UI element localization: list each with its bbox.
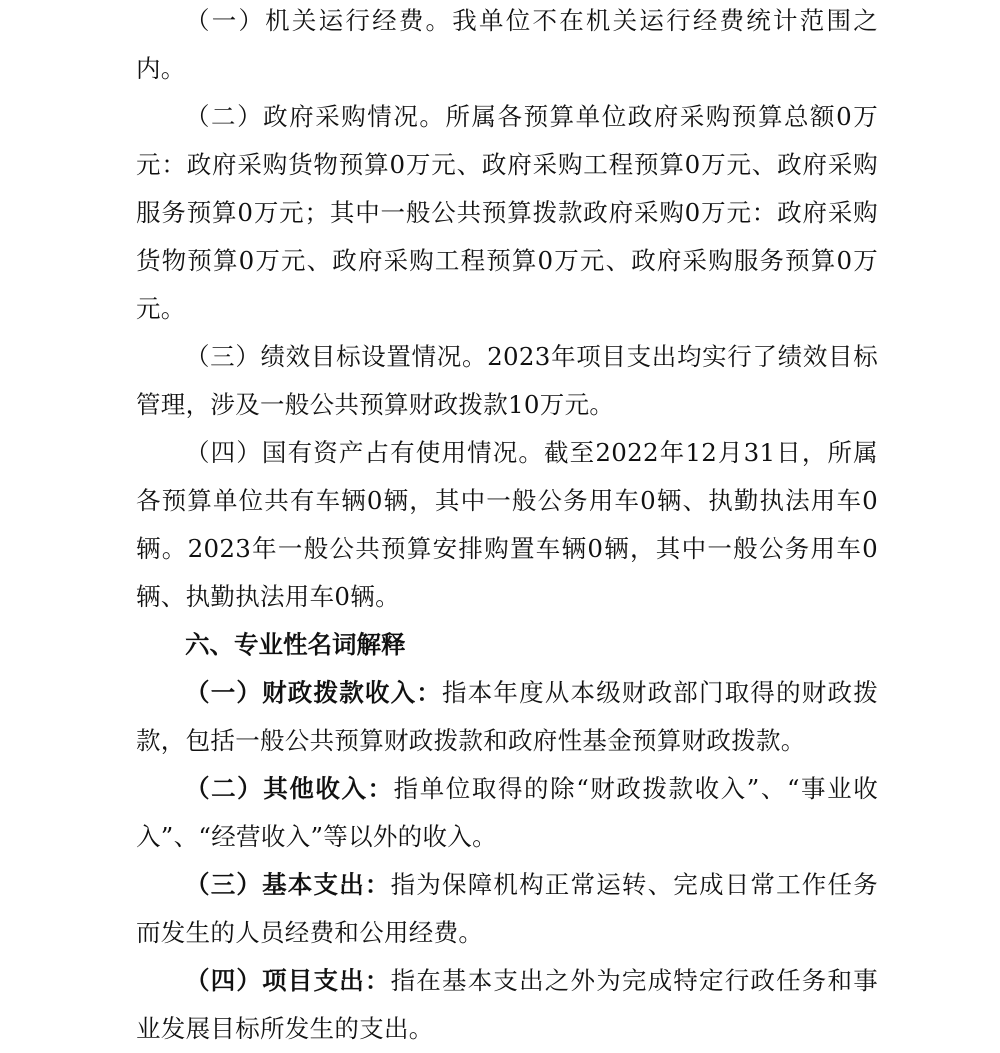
document-page (136, 0, 878, 1053)
definition-body: 指单位取得的除“财政拨款收入”、“事业收入”、“经营收入”等以外的收入。 (136, 774, 879, 851)
definition-body: 指在基本支出之外为完成特定行政任务和事业发展目标所发生的支出。 (136, 966, 879, 1043)
paragraph-state-assets (136, 429, 878, 621)
definition-basic-expenditure (136, 861, 878, 957)
definition-fiscal-appropriation-income (136, 669, 878, 765)
paragraph-body: 2023年项目支出均实行了绩效目标管理，涉及一般公共预算财政拨款10万元。 (136, 342, 878, 419)
paragraph-body: 我单位不在机关运行经费统计范围之内。 (136, 6, 878, 83)
paragraph-lead: （四）国有资产占有使用情况。 (185, 438, 545, 467)
definition-term: （三）基本支出： (185, 870, 391, 899)
paragraph-government-procurement (136, 93, 878, 333)
section-heading: 六、专业性名词解释 (185, 630, 406, 659)
paragraph-performance-targets (136, 333, 878, 429)
definition-body: 指为保障机构正常运转、完成日常工作任务而发生的人员经费和公用经费。 (136, 870, 879, 947)
definition-other-income (136, 765, 878, 861)
paragraph-body: 截至2022年12月31日，所属各预算单位共有车辆0辆，其中一般公务用车0辆、执勤执法用车0辆。2023年一般公共预算安排购置车辆0辆，其中一般公务用车0辆、执勤执法用车0辆。 (136, 438, 878, 611)
paragraph-lead: （二）政府采购情况。 (185, 102, 446, 131)
definition-term: （四）项目支出： (185, 966, 391, 995)
paragraph-operating-expenses (136, 0, 878, 93)
paragraph-lead: （一）机关运行经费。 (185, 6, 453, 35)
definition-term: （一）财政拨款收入： (185, 678, 442, 707)
paragraph-body: 所属各预算单位政府采购预算总额0万元：政府采购货物预算0万元、政府采购工程预算0万元、政府采购服务预算0万元；其中一般公共预算拨款政府采购0万元：政府采购货物预算0万元、政府采购工程预算0万元、政府采购服务预算0万元。 (136, 102, 879, 323)
paragraph-lead: （三）绩效目标设置情况。 (185, 342, 488, 371)
definition-body: 指本年度从本级财政部门取得的财政拨款，包括一般公共预算财政拨款和政府性基金预算财政拨款。 (136, 678, 878, 755)
definition-project-expenditure (136, 957, 878, 1053)
definition-term: （二）其他收入： (185, 774, 394, 803)
